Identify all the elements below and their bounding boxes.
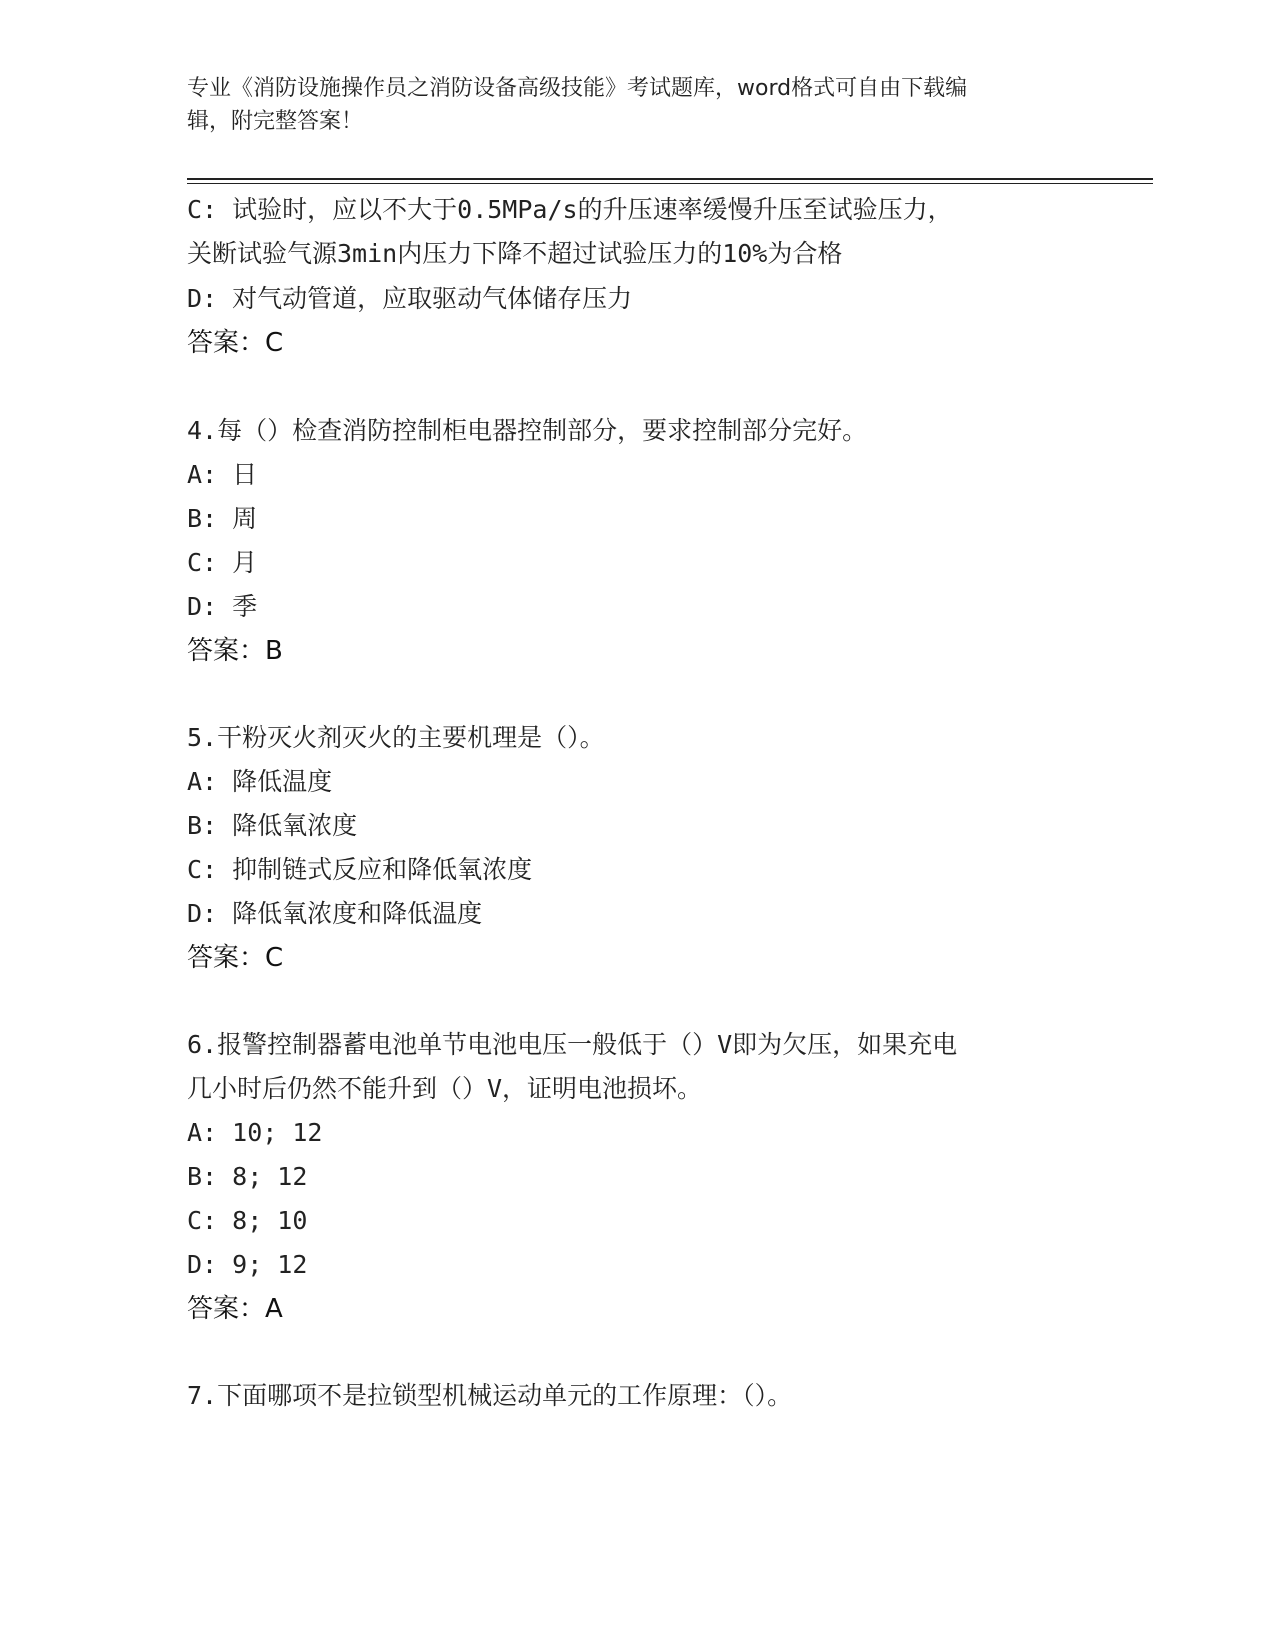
q5-option-b: B: 降低氧浓度 (187, 811, 358, 840)
q6-option-d: D: 9; 12 (187, 1250, 308, 1279)
q6-option-a: A: 10; 12 (187, 1118, 323, 1147)
header-note (187, 72, 1087, 138)
q3-option-c-line1: C: 试验时，应以不大于0.5MPa/s的升压速率缓慢升压至试验压力， (187, 195, 953, 224)
q4-option-c: C: 月 (187, 548, 258, 577)
q5-option-a: A: 降低温度 (187, 767, 333, 796)
header-divider-thick (187, 178, 1153, 180)
q7-stem: 7.下面哪项不是拉锁型机械运动单元的工作原理：（）。 (187, 1381, 793, 1410)
q6-stem-line2: 几小时后仍然不能升到（）V，证明电池损坏。 (187, 1074, 703, 1103)
q4-option-b: B: 周 (187, 504, 258, 533)
q5-answer: 答案：C (187, 943, 284, 973)
q3-option-c-line2: 关断试验气源3min内压力下降不超过试验压力的10%为合格 (187, 239, 843, 268)
header-divider-thin (187, 183, 1153, 184)
q5-option-c: C: 抑制链式反应和降低氧浓度 (187, 855, 533, 884)
q5-stem: 5.干粉灭火剂灭火的主要机理是（）。 (187, 723, 605, 752)
q6-stem-line1: 6.报警控制器蓄电池单节电池电压一般低于（）V即为欠压，如果充电 (187, 1030, 958, 1059)
header-note-line2: 辑，附完整答案！ (187, 109, 364, 134)
q4-answer: 答案：B (187, 636, 283, 666)
q6-answer: 答案：A (187, 1294, 283, 1324)
q4-stem: 4.每（）检查消防控制柜电器控制部分，要求控制部分完好。 (187, 416, 868, 445)
q4-option-d: D: 季 (187, 592, 258, 621)
q6-option-b: B: 8; 12 (187, 1162, 308, 1191)
header-note-line1: 专业《消防设施操作员之消防设备高级技能》考试题库，word格式可自由下载编 (187, 76, 968, 101)
q3-option-d: D: 对气动管道，应取驱动气体储存压力 (187, 284, 633, 313)
q4-option-a: A: 日 (187, 460, 258, 489)
q5-option-d: D: 降低氧浓度和降低温度 (187, 899, 483, 928)
q3-answer: 答案：C (187, 328, 284, 358)
q6-option-c: C: 8; 10 (187, 1206, 308, 1235)
